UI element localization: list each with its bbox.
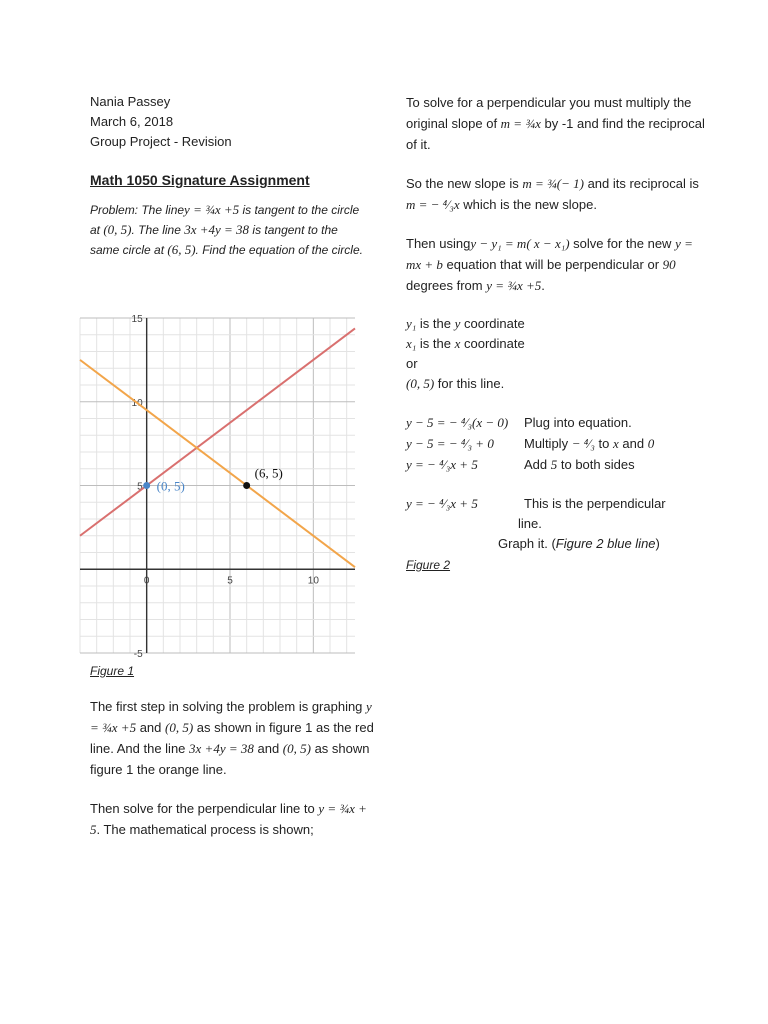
figure-1-chart — [80, 314, 355, 660]
figure-2-caption: Figure 2 — [406, 558, 451, 572]
project-name: Group Project - Revision — [90, 134, 232, 149]
y-tick-label: 5 — [137, 481, 143, 493]
problem-statement: Problem: The liney = ¾x +5 is tangent to the circle at (0, 5). The line 3x +4y = 38 is tangent to the same circle at (6, 5). Find the equation of the circle. — [90, 202, 363, 257]
figure-1-caption: Figure 1 — [90, 664, 135, 678]
step-1: y − 5 = − ⁴⁄₃(x − 0) Plug into equation. — [406, 415, 632, 430]
perpendicular-intro: To solve for a perpendicular you must multiply the original slope of m = ¾x by -1 and find the reciprocal of it. — [406, 95, 705, 152]
y-tick-label: 10 — [131, 397, 143, 409]
point-reference: (0, 5) for this line. — [406, 376, 505, 391]
final-note-line: line. — [518, 516, 542, 531]
author-name: Nania Passey — [90, 94, 171, 109]
point-label: (0, 5) — [156, 478, 185, 494]
chart-svg — [80, 314, 355, 660]
y-tick-label: -5 — [133, 649, 143, 660]
x-tick-label: 5 — [227, 575, 233, 587]
step-2: y − 5 = − ⁴⁄₃ + 0 Multiply − ⁴⁄₃ to x and 0 — [406, 436, 655, 451]
step-3: y = − ⁴⁄₃x + 5 Add 5 to both sides — [406, 457, 635, 472]
explanation-paragraph-1: The first step in solving the problem is graphing y = ¾x +5 and (0, 5) as shown in figure 1 as the red line. And the line 3x +4y = 38 and (0, 5) as shown figure 1 the orange line. — [90, 699, 374, 777]
final-equation: y = − ⁴⁄₃x + 5 This is the perpendicular — [406, 496, 666, 511]
or-text: or — [406, 356, 418, 371]
x1-definition: x₁ is the x coordinate — [406, 336, 525, 351]
point-marker — [243, 482, 250, 489]
right-column — [406, 92, 706, 572]
left-column — [90, 92, 370, 260]
new-slope-paragraph: So the new slope is m = ¾(− 1) and its reciprocal is m = − ⁴⁄₃x which is the new slope. — [406, 176, 699, 212]
x-tick-label: 10 — [307, 575, 319, 587]
left-lower-text — [90, 664, 375, 840]
point-label: (6, 5) — [254, 465, 283, 481]
assignment-title: Math 1050 Signature Assignment — [90, 172, 310, 188]
y1-definition: y₁ is the y coordinate — [406, 316, 525, 331]
point-marker — [143, 482, 150, 489]
x-tick-label: 0 — [143, 575, 150, 587]
document-date: March 6, 2018 — [90, 114, 174, 129]
y-tick-label: 15 — [131, 314, 143, 325]
explanation-paragraph-2: Then solve for the perpendicular line to y = ¾x + 5. The mathematical process is shown; — [90, 801, 367, 837]
graph-instruction: Graph it. (Figure 2 blue line) — [498, 536, 660, 551]
point-slope-paragraph: Then usingy − y₁ = m( x − x₁) solve for the new y = mx + b equation that will be perpendicular or 90 degrees from y = ¾x +5. — [406, 236, 693, 293]
